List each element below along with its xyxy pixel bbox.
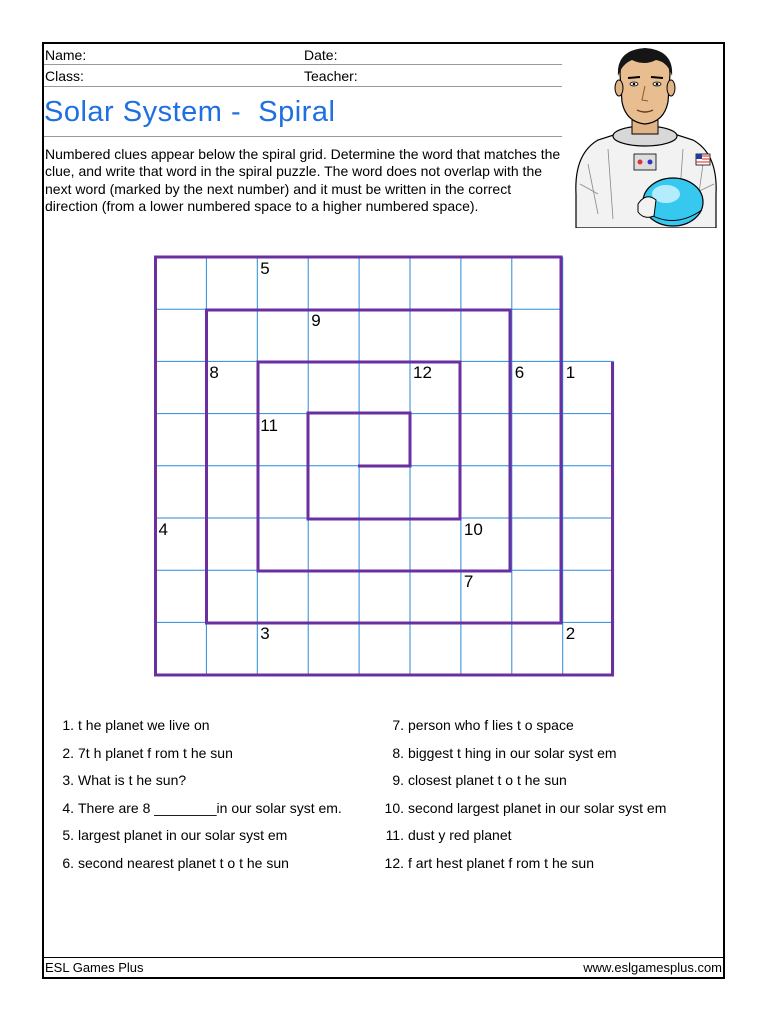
grid-number-2: 2 — [565, 624, 576, 644]
footer-url: www.eslgamesplus.com — [583, 960, 722, 975]
clue-item: 10. second largest planet in our solar syst em — [384, 799, 667, 816]
grid-number-8: 8 — [209, 363, 219, 383]
clues-list-right — [380, 714, 680, 879]
grid-number-3: 3 — [260, 624, 270, 644]
grid-number-9: 9 — [311, 311, 321, 331]
grid-number-6: 6 — [514, 363, 525, 383]
footer-site-name: ESL Games Plus — [45, 960, 144, 975]
clue-item: 11. dust y red planet — [385, 827, 512, 843]
footer-divider — [44, 957, 725, 958]
date-label: Date: — [304, 47, 338, 63]
clues-list-left — [50, 714, 350, 879]
clue-item: 2. 7t h planet f rom t he sun — [62, 744, 233, 761]
teacher-label: Teacher: — [304, 68, 358, 84]
clue-item: 7. person who f lies t o space — [392, 717, 574, 733]
grid-number-5: 5 — [260, 259, 270, 278]
clue-item: 1. t he planet we live on — [62, 717, 210, 733]
name-label: Name: — [45, 47, 87, 63]
grid-number-11: 11 — [260, 415, 278, 435]
class-label: Class: — [45, 68, 84, 84]
clue-item: 8. biggest t hing in our solar syst em — [392, 744, 617, 761]
instructions-text: Numbered clues appear below the spiral grid. Determine the word that matches the clue, and write that word in the spiral puzzle. The word does not overlap with the next word (marked by the next number) and it must be written in the correct direction (from a lower numbered space to a higher numbered space). — [45, 146, 561, 215]
grid-number-1: 1 — [565, 363, 576, 383]
clue-item: 9. closest planet t o t he sun — [392, 772, 567, 788]
grid-number-4: 4 — [158, 520, 168, 539]
clue-item: 5. largest planet in our solar syst em — [62, 827, 288, 843]
grid-number-12: 12 — [413, 363, 432, 383]
grid-number-10: 10 — [463, 520, 483, 539]
clue-item: 6. second nearest planet t o t he sun — [62, 854, 289, 871]
clue-item: 3. What is t he sun? — [62, 772, 187, 788]
page-title: Solar System - Spiral — [44, 96, 336, 128]
clue-item: 12. f art hest planet f rom t he sun — [384, 854, 594, 871]
clue-item: 4. There are 8 ________in our solar syst em. — [62, 799, 342, 816]
grid-number-7: 7 — [463, 572, 474, 592]
